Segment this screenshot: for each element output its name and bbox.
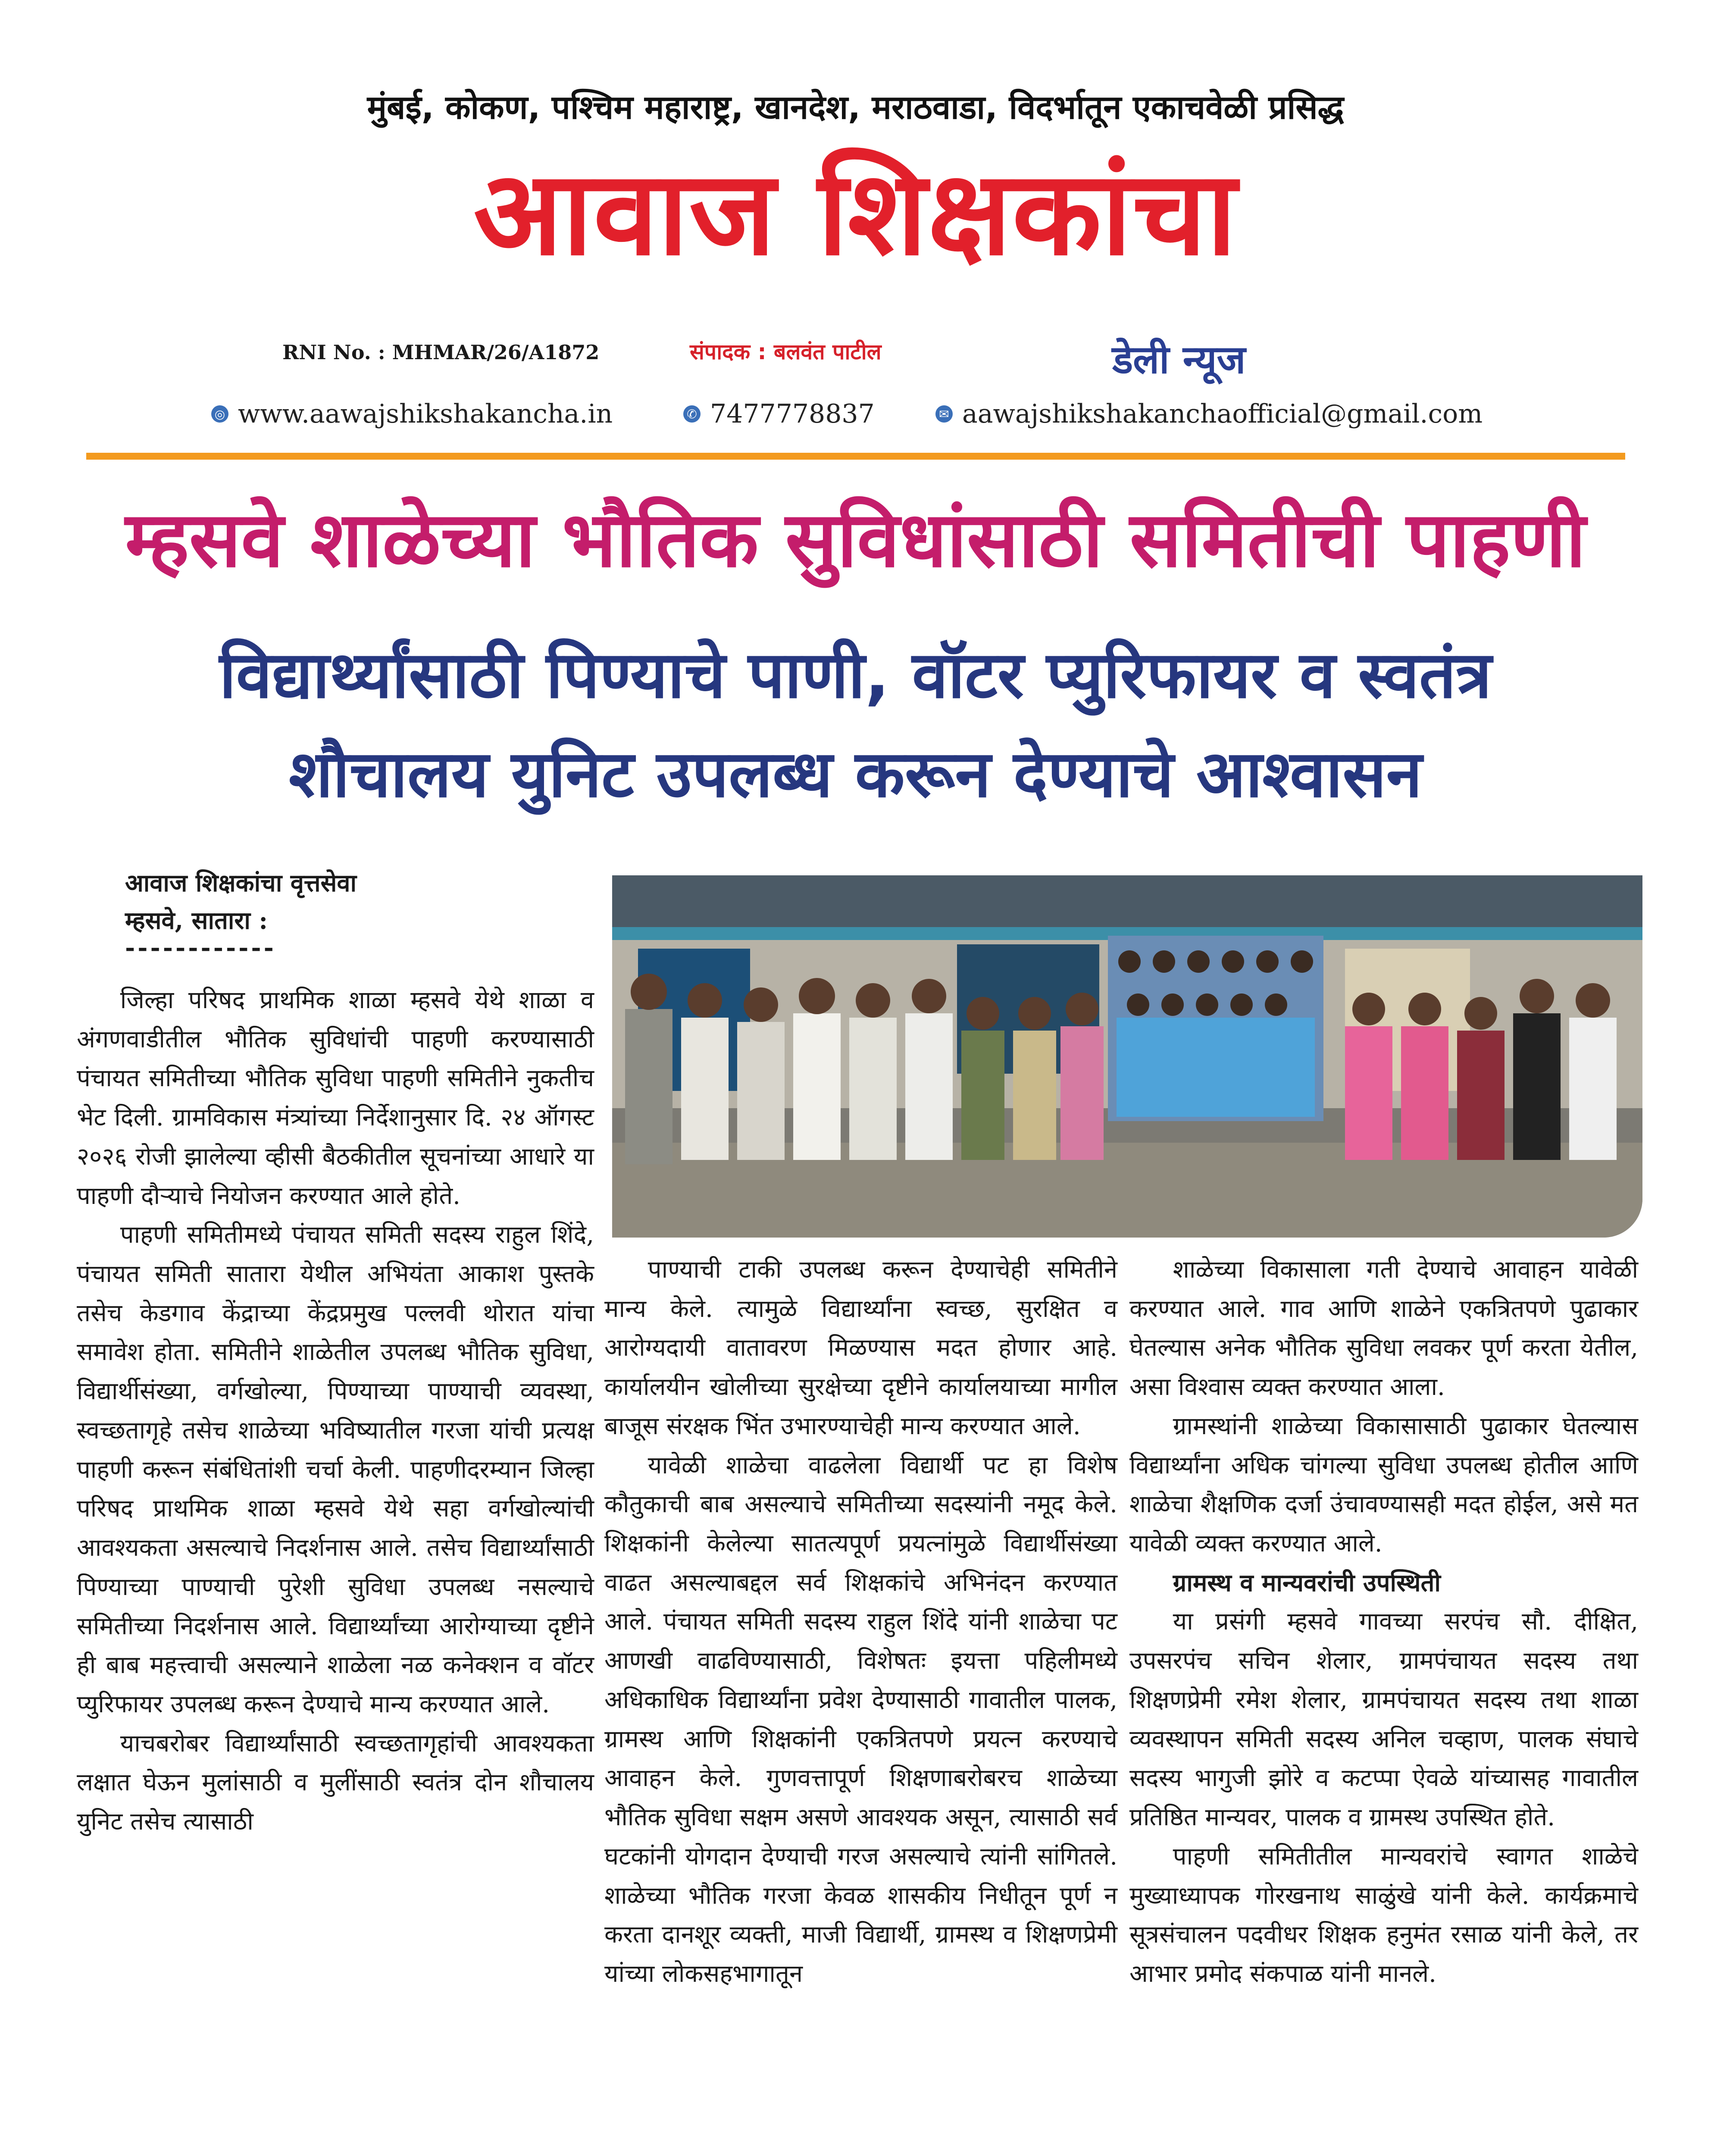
tagline: मुंबई, कोकण, पश्चिम महाराष्ट्र, खानदेश, मराठवाडा, विदर्भातून एकाचवेळी प्रसिद्ध — [367, 88, 1344, 126]
paragraph: यावेळी शाळेचा वाढलेला विद्यार्थी पट हा विशेष कौतुकाची बाब असल्याचे समितीच्या सदस्यांनी नमूद केले. शिक्षकांनी केलेल्या सातत्यपूर्ण प्रयत्नांमुळे विद्यार्थीसंख्या वाढत असल्याबद्दल सर्व शिक्षकांचे अभिनंदन करण्यात आले. पंचायत समिती सदस्य राहुल शिंदे यांनी शाळेचा पट आणखी वाढविण्यासाठी, विशेषतः इयत्ता पहिलीमध्ये अधिकाधिक विद्यार्थ्यांना प्रवेश देण्यासाठी गावातील पालक, ग्रामस्थ आणि शिक्षकांनी एकत्रितपणे प्रयत्न करण्याचे आवाहन केले. गुणवत्तापूर्ण शिक्षणाबरोबरच शाळेच्या भौतिक सुविधा सक्षम असणे आवश्यक असून, त्यासाठी सर्व घटकांनी योगदान देण्याची गरज असल्याचे त्यांनी सांगितले. शाळेच्या भौतिक गरजा केवळ शासकीय निधीतून पूर्ण न करता दानशूर व्यक्ती, माजी विद्यार्थी, ग्रामस्थ व शिक्षणप्रेमी यांच्या लोकसहभागातून — [604, 1451, 1117, 1988]
masthead-title: आवाज शिक्षकांचा — [473, 145, 1238, 281]
editor-name: संपादक : बलवंत पाटील — [690, 339, 882, 364]
contact-email[interactable] — [935, 399, 1483, 429]
article-column-2 — [604, 1250, 1117, 1994]
article-subheadline-line2: शौचालय युनिट उपलब्ध करून देण्याचे आश्वासन — [289, 737, 1422, 812]
contact-phone[interactable] — [683, 399, 875, 429]
paragraph: पाहणी समितीमध्ये पंचायत समिती सदस्य राहुल शिंदे, पंचायत समिती सातारा येथील अभियंता आकाश पुस्तके तसेच केडगाव केंद्राच्या केंद्रप्रमुख पल्लवी थोरात यांचा समावेश होता. समितीने शाळेतील उपलब्ध भौतिक सुविधा, विद्यार्थीसंख्या, वर्गखोल्या, पिण्याच्या पाण्याची व्यवस्था, स्वच्छतागृहे तसेच शाळेच्या भविष्यातील गरजा यांची प्रत्यक्ष पाहणी करून संबंधितांशी चर्चा केली. पाहणीदरम्यान जिल्हा परिषद प्राथमिक शाळा म्हसवे येथे सहा वर्गखोल्यांची आवश्यकता असल्याचे निदर्शनास आले. तसेच विद्यार्थ्यांसाठी पिण्याच्या पाण्याची पुरेशी सुविधा उपलब्ध नसल्याचे समितीच्या निदर्शनास आले. विद्यार्थ्यांच्या आरोग्याच्या दृष्टीने ही बाब महत्त्वाची असल्याने शाळेला नळ कनेक्शन व वॉटर प्युरिफायर उपलब्ध करून देण्याचे मान्य करण्यात आले. — [77, 1221, 594, 1718]
paragraph: शाळेच्या विकासाला गती देण्याचे आवाहन यावेळी करण्यात आले. गाव आणि शाळेने एकत्रितपणे पुढाकार घेतल्यास अनेक भौतिक सुविधा लवकर पूर्ण करता येतील, असा विश्वास व्यक्त करण्यात आला. — [1129, 1256, 1638, 1401]
phone-icon: ✆ — [683, 405, 701, 423]
news-service: आवाज शिक्षकांचा वृत्तसेवा — [125, 869, 357, 897]
website-text[interactable]: www.aawajshikshakancha.in — [238, 399, 613, 429]
paragraph: पाण्याची टाकी उपलब्ध करून देण्याचेही समितीने मान्य केले. त्यामुळे विद्यार्थ्यांना स्वच्छ, सुरक्षित व आरोग्यदायी वातावरण मिळण्यास मदत होणार आहे. कार्यालयीन खोलीच्या सुरक्षेच्या दृष्टीने कार्यालयाच्या मागील बाजूस संरक्षक भिंत उभारण्याचेही मान्य करण्यात आले. — [604, 1256, 1117, 1440]
byline — [125, 865, 357, 940]
paragraph: जिल्हा परिषद प्राथमिक शाळा म्हसवे येथे शाळा व अंगणवाडीतील भौतिक सुविधांची पाहणी करण्यासाठी पंचायत समितीच्या भौतिक सुविधा पाहणी समितीने नुकतीच भेट दिली. ग्रामविकास मंत्र्यांच्या निर्देशानुसार दि. २४ ऑगस्ट २०२६ रोजी झालेल्या व्हीसी बैठकीतील सूचनांच्या आधारे या पाहणी दौऱ्याचे नियोजन करण्यात आले होते. — [77, 986, 594, 1210]
contact-website[interactable] — [211, 399, 613, 429]
daily-news-label: डेली न्यूज — [1112, 337, 1246, 382]
globe-icon: ◎ — [211, 405, 228, 423]
phone-text[interactable]: 7477778837 — [710, 399, 875, 429]
section-subheading: ग्रामस्थ व मान्यवरांची उपस्थिती — [1173, 1568, 1441, 1597]
email-text[interactable]: aawajshikshakanchaofficial@gmail.com — [962, 399, 1483, 429]
paragraph: या प्रसंगी म्हसवे गावच्या सरपंच सौ. दीक्षित, उपसरपंच सचिन शेलार, ग्रामपंचायत सदस्य तथा शिक्षणप्रेमी रमेश शेलार, ग्रामपंचायत सदस्य तथा शाळा व्यवस्थापन समिती सदस्य अनिल चव्हाण, पालक संघाचे सदस्य भागुजी झोरे व कटप्पा ऐवळे यांच्यासह गावातील प्रतिष्ठित मान्यवर, पालक व ग्रामस्थ उपस्थित होते. — [1129, 1608, 1638, 1832]
article-headline: म्हसवे शाळेच्या भौतिक सुविधांसाठी समितीची पाहणी — [125, 495, 1586, 584]
dateline: म्हसवे, सातारा : — [125, 906, 268, 935]
article-column-1 — [77, 981, 594, 1842]
header-divider — [86, 453, 1625, 460]
paragraph: याचबरोबर विद्यार्थ्यांसाठी स्वच्छतागृहांची आवश्यकता लक्षात घेऊन मुलांसाठी व मुलींसाठी स्वतंत्र दोन शौचालय युनिट तसेच त्यासाठी — [77, 1729, 594, 1836]
mail-icon: ✉ — [935, 405, 953, 423]
article-photo — [612, 875, 1642, 1238]
paragraph: पाहणी समितीतील मान्यवरांचे स्वागत शाळेचे मुख्याध्यापक गोरखनाथ साळुंखे यांनी केले. कार्यक्रमाचे सूत्रसंचालन पदवीधर शिक्षक हनुमंत रसाळ यांनी केले, तर आभार प्रमोद संकपाळ यांनी मानले. — [1129, 1842, 1638, 1988]
rni-number: RNI No. : MHMAR/26/A1872 — [282, 341, 600, 364]
article-column-3 — [1129, 1250, 1638, 1994]
article-subheadline-line1: विद्यार्थ्यांसाठी पिण्याचे पाणी, वॉटर प्युरिफायर व स्वतंत्र — [219, 638, 1492, 713]
byline-separator: ------------ — [125, 934, 276, 962]
paragraph: ग्रामस्थांनी शाळेच्या विकासासाठी पुढाकार घेतल्यास विद्यार्थ्यांना अधिक चांगल्या सुविधा उपलब्ध होतील आणि शाळेचा शैक्षणिक दर्जा उंचावण्यासही मदत होईल, असे मत यावेळी व्यक्त करण्यात आले. — [1129, 1412, 1638, 1558]
